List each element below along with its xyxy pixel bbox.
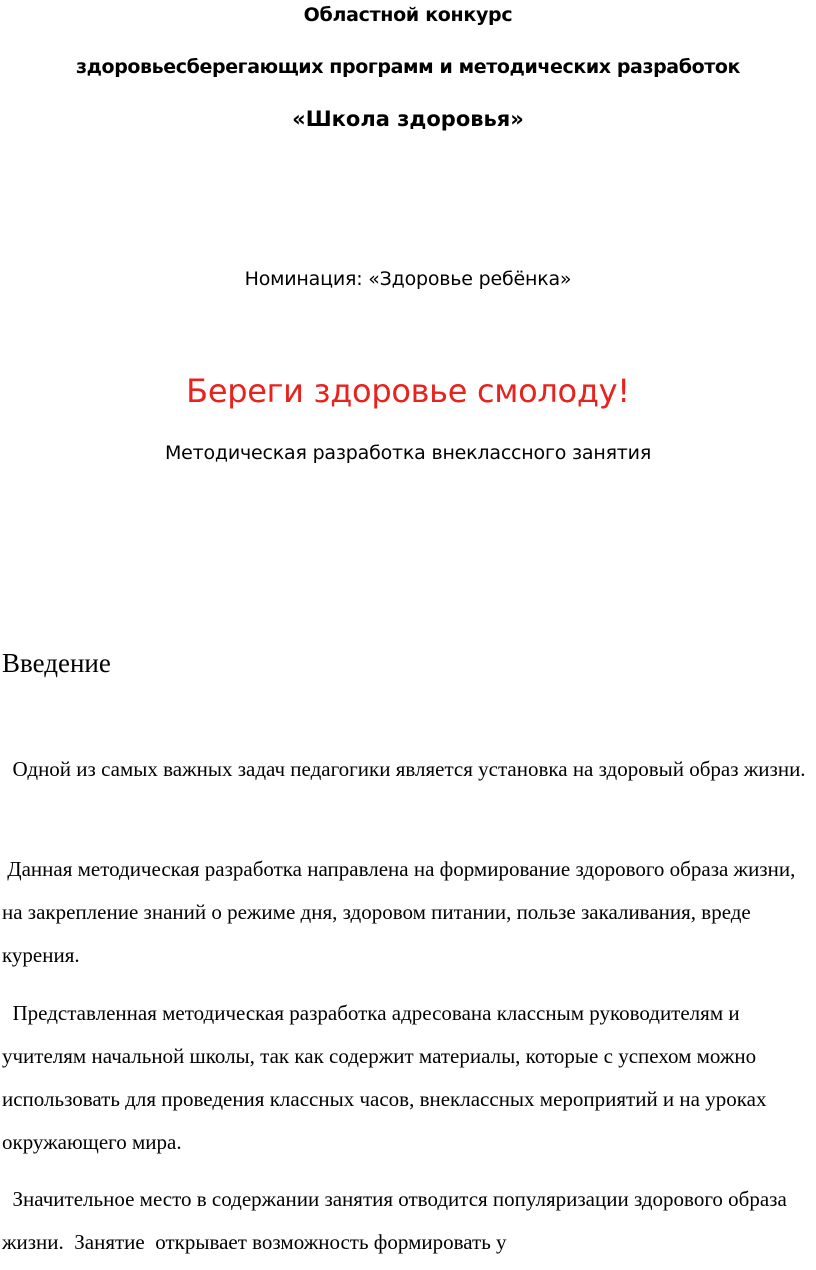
intro-paragraph-4: Значительное место в содержании занятия отводится популяризации здорового образа жизни. Занятие открывает возможность формировать у (2, 1187, 793, 1254)
introduction-heading: Введение (2, 648, 111, 678)
contest-name: «Школа здоровья» (292, 107, 524, 131)
document-subtitle: Методическая разработка внеклассного занятия (164, 442, 652, 464)
contest-title: Областной конкурс (303, 4, 513, 26)
intro-paragraph-1: Одной из самых важных задач педагогики является установка на здоровый образ жизни. (2, 757, 806, 781)
nomination: Номинация: «Здоровье ребёнка» (244, 268, 572, 290)
main-title: Береги здоровье смолоду! (186, 372, 630, 410)
contest-subtitle: здоровьесберегающих программ и методических разработок (75, 56, 741, 78)
intro-paragraph-2: Данная методическая разработка направлена на формирование здорового образа жизни, на закрепление знаний о режиме дня, здоровом питании, пользе закаливания, вреде курения. (2, 857, 801, 967)
intro-paragraph-3: Представленная методическая разработка адресована классным руководителям и учителям начальной школы, так как содержит материалы, которые с успехом можно использовать для проведения классных часов, внеклассных мероприятий и на уроках окружающего мира. (2, 1001, 772, 1154)
